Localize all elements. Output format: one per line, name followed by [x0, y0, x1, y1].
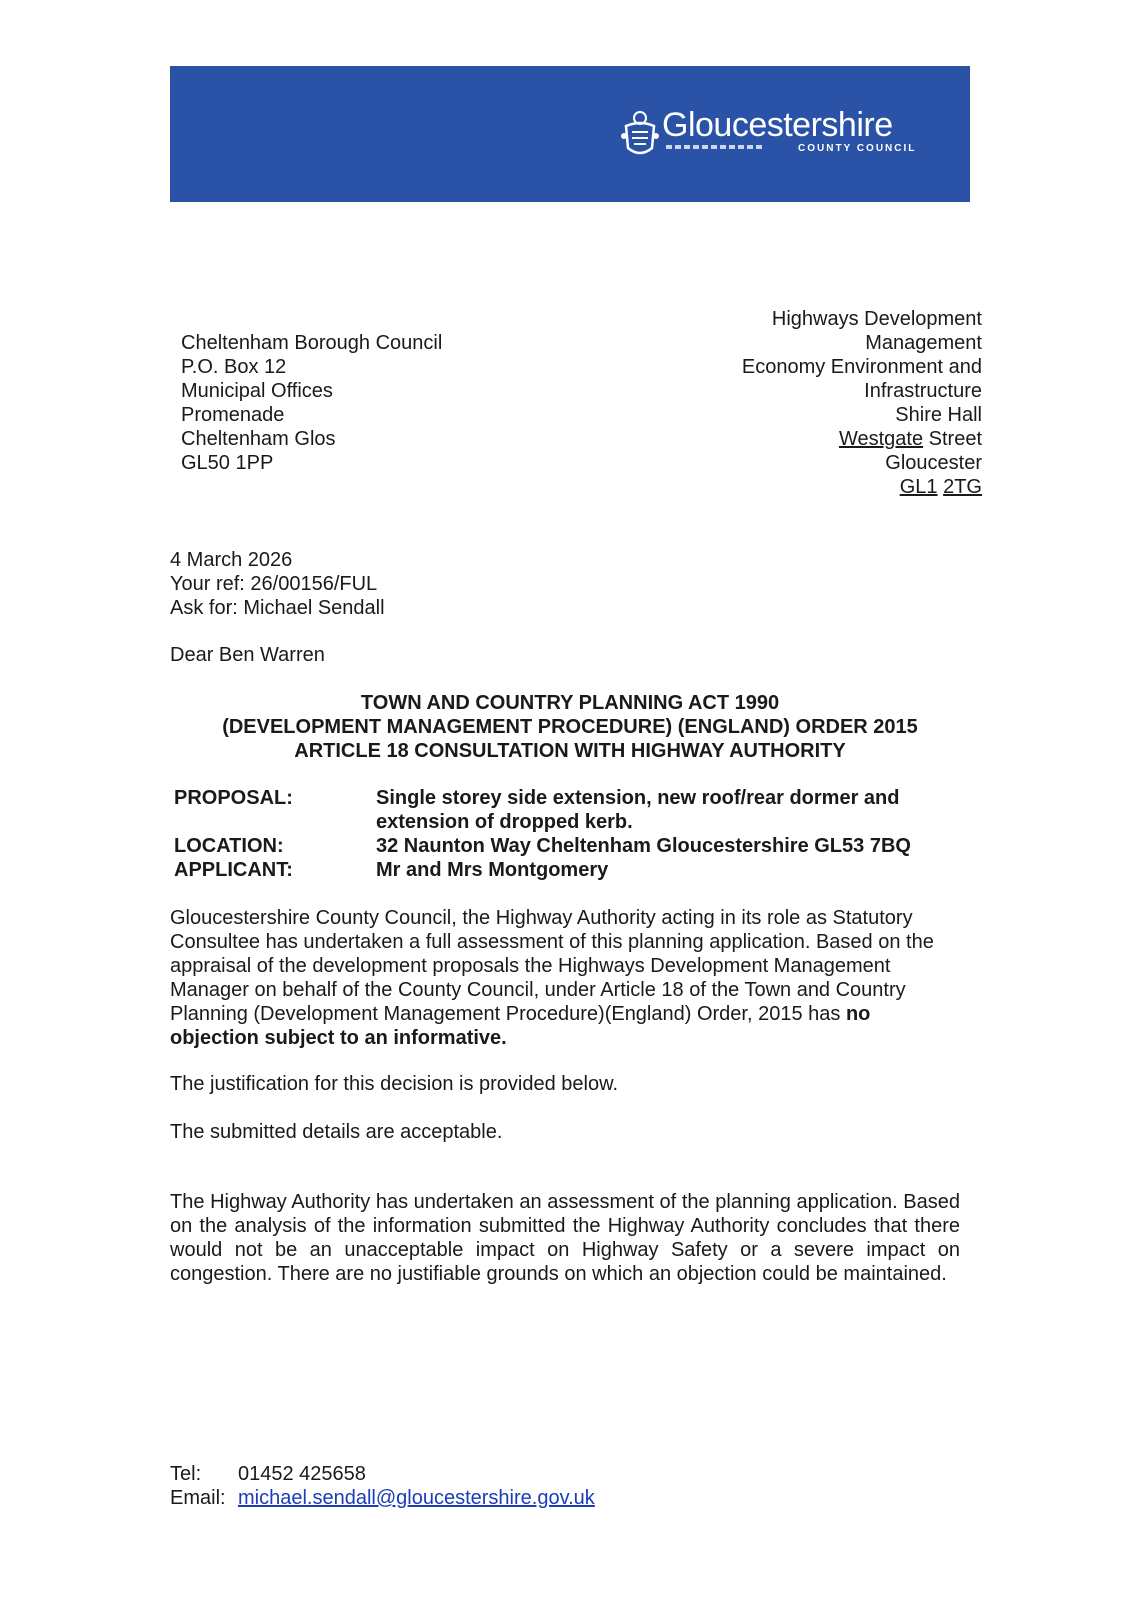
detail-label: LOCATION: — [174, 835, 284, 857]
council-logo — [620, 106, 930, 166]
detail-row-applicant — [174, 858, 974, 882]
detail-label: APPLICANT: — [174, 859, 293, 881]
detail-row-location — [174, 834, 974, 858]
justification-intro: The justification for this decision is provided below. — [170, 1073, 619, 1095]
detail-label: PROPOSAL: — [174, 787, 293, 809]
sender-line: Shire Hall — [895, 404, 982, 426]
sender-line: Economy Environment and — [741, 356, 982, 378]
detail-value: Single storey side extension, new roof/rear dormer and extension of dropped kerb. — [376, 787, 900, 833]
tel-value: 01452 425658 — [238, 1463, 366, 1485]
letter-meta — [170, 548, 385, 620]
detail-row-proposal — [174, 786, 974, 834]
recipient-line: Promenade — [181, 404, 285, 426]
detail-value: 32 Naunton Way Cheltenham Gloucestershire GL53 7BQ — [376, 835, 911, 857]
brand-name: Gloucestershire — [662, 106, 893, 144]
street-name: Westgate — [838, 428, 924, 450]
recipient-line: Municipal Offices — [181, 380, 333, 402]
sender-line: Management — [865, 332, 982, 354]
recipient-line: Cheltenham Glos — [181, 428, 336, 450]
assessment-paragraph: The Highway Authority has undertaken an assessment of the planning application. Based on the analysis of the information submitted the Highway Authority concludes that there would not be an unacceptable impact on Highway Safety or a severe impact on congestion. There are no justifiable grounds on which an objection could be maintained. — [170, 1191, 960, 1285]
recipient-address — [181, 331, 442, 475]
recipient-line: GL50 1PP — [181, 452, 274, 474]
postcode-part: GL1 — [899, 476, 938, 498]
detail-value: Mr and Mrs Montgomery — [376, 859, 609, 881]
heading-line: ARTICLE 18 CONSULTATION WITH HIGHWAY AUTHORITY — [294, 740, 846, 762]
ask-for: Ask for: Michael Sendall — [170, 597, 385, 619]
recipient-line: P.O. Box 12 — [181, 356, 287, 378]
email-label: Email: — [170, 1487, 226, 1509]
letter-reference: Your ref: 26/00156/FUL — [170, 573, 378, 595]
sender-street — [600, 427, 982, 451]
contact-email — [170, 1486, 595, 1510]
contact-block — [170, 1462, 595, 1510]
decision-outcome: no objection subject to an informative. — [170, 1003, 871, 1049]
letter-heading — [170, 691, 970, 763]
tel-label: Tel: — [170, 1463, 202, 1485]
decision-text: Gloucestershire County Council, the Highway Authority acting in its role as Statutory Consultee has undertaken a full assessment of this planning application. Based on the appraisal of the development proposals the Highways Development Management Manager on behalf of the County Council, under Article 18 of the Town and Country Planning (Development Management Procedure)(England) Order, 2015 has — [170, 907, 934, 1025]
brand-dot-rule — [666, 144, 762, 150]
heading-line: (DEVELOPMENT MANAGEMENT PROCEDURE) (ENGLAND) ORDER 2015 — [222, 716, 918, 738]
salutation: Dear Ben Warren — [170, 644, 325, 666]
sender-postcode — [600, 475, 982, 499]
sender-line: Gloucester — [885, 452, 982, 474]
contact-tel — [170, 1462, 595, 1486]
application-details — [174, 786, 974, 882]
council-crest-icon — [620, 108, 660, 160]
header-banner — [170, 66, 970, 202]
street-suffix: Street — [923, 428, 982, 450]
recipient-line: Cheltenham Borough Council — [181, 332, 443, 354]
brand-subtitle: COUNTY COUNCIL — [798, 143, 917, 154]
email-link[interactable]: michael.sendall@gloucestershire.gov.uk — [238, 1487, 595, 1509]
letter-date: 4 March 2026 — [170, 549, 293, 571]
sender-address — [600, 307, 982, 499]
details-acceptable: The submitted details are acceptable. — [170, 1121, 503, 1143]
sender-line: Infrastructure — [864, 380, 982, 402]
postcode-part: 2TG — [943, 476, 982, 498]
heading-line: TOWN AND COUNTRY PLANNING ACT 1990 — [360, 692, 780, 714]
decision-paragraph — [170, 906, 960, 1050]
sender-line: Highways Development — [771, 308, 982, 330]
